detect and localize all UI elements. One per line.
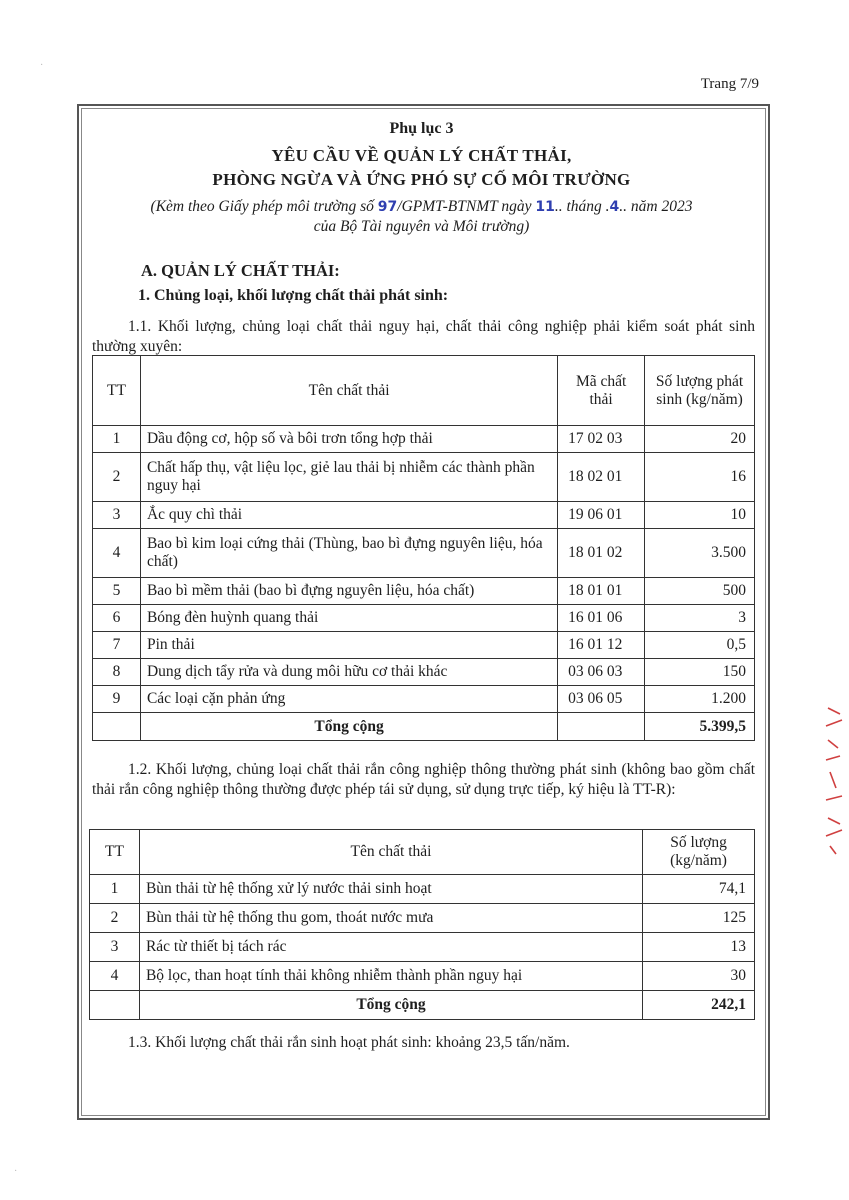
header-name: Tên chất thải — [140, 356, 557, 426]
cell-name: Chất hấp thụ, vật liệu lọc, giẻ lau thải bị nhiễm các thành phần nguy hại — [140, 453, 557, 502]
table-row — [90, 962, 755, 991]
header-qty: Số lượng phát sinh (kg/năm) — [645, 356, 755, 426]
total-label: Tổng cộng — [139, 991, 642, 1020]
table-row — [93, 529, 755, 578]
paragraph-1-2-text: 1.2. Khối lượng, chủng loại chất thải rắn công nghiệp thông thường phát sinh (không bao gồm chất thải rắn công nghiệp thông thường được phép tái sử dụng, sử dụng trực tiếp, ký hiệu là TT-R): — [92, 761, 755, 798]
paragraph-1-3: 1.3. Khối lượng chất thải rắn sinh hoạt phát sinh: khoảng 23,5 tấn/năm. — [128, 1034, 570, 1051]
cell-name: Dung dịch tẩy rửa và dung môi hữu cơ thải khác — [140, 659, 557, 686]
cell-tt: 2 — [93, 453, 141, 502]
table-row — [93, 453, 755, 502]
table-row — [90, 904, 755, 933]
handwritten-day: 11 — [535, 199, 555, 215]
cell-code: 16 01 12 — [558, 632, 645, 659]
cell-qty: 3 — [645, 605, 755, 632]
cell-code: 17 02 03 — [558, 426, 645, 453]
cell-qty: 500 — [645, 578, 755, 605]
ref-text-4: .. năm 2023 — [619, 198, 693, 215]
paragraph-1-1 — [92, 317, 755, 357]
cell-qty: 74,1 — [643, 875, 755, 904]
page-number: Trang 7/9 — [700, 76, 759, 92]
cell-code: 03 06 03 — [558, 659, 645, 686]
table-total-row — [93, 713, 755, 741]
permit-reference — [77, 198, 766, 216]
table-row — [90, 933, 755, 962]
ref-text-1: (Kèm theo Giấy phép môi trường số — [150, 198, 378, 215]
table-row — [93, 605, 755, 632]
cell-tt: 6 — [93, 605, 141, 632]
cell-qty: 16 — [645, 453, 755, 502]
paragraph-1-1-text: 1.1. Khối lượng, chủng loại chất thải nguy hại, chất thải công nghiệp phải kiểm soát phát sinh thường xuyên: — [92, 318, 755, 355]
cell-tt: 3 — [93, 502, 141, 529]
table-total-row — [90, 991, 755, 1020]
table-row — [93, 632, 755, 659]
cell-tt: 9 — [93, 686, 141, 713]
cell-tt: 4 — [90, 962, 140, 991]
cell-tt: 8 — [93, 659, 141, 686]
permit-reference-line-2: của Bộ Tài nguyên và Môi trường) — [313, 218, 530, 235]
cell-qty: 13 — [643, 933, 755, 962]
scan-speck: · — [14, 1166, 18, 1177]
table-header-row — [93, 356, 755, 426]
cell-name: Pin thải — [140, 632, 557, 659]
total-label: Tổng cộng — [140, 713, 557, 741]
header-name: Tên chất thải — [139, 830, 642, 875]
solid-waste-table — [89, 829, 755, 1020]
cell-qty: 0,5 — [645, 632, 755, 659]
cell-name: Bao bì mềm thải (bao bì đựng nguyên liệu, hóa chất) — [140, 578, 557, 605]
paragraph-1-2 — [92, 760, 755, 800]
header-tt: TT — [93, 356, 141, 426]
cell-name: Bùn thải từ hệ thống xử lý nước thải sinh hoạt — [139, 875, 642, 904]
cell-name: Dầu động cơ, hộp số và bôi trơn tổng hợp thải — [140, 426, 557, 453]
cell-qty: 3.500 — [645, 529, 755, 578]
ref-text-3: .. tháng . — [554, 198, 610, 215]
cell-qty: 1.200 — [645, 686, 755, 713]
cell-tt: 4 — [93, 529, 141, 578]
table-row — [93, 426, 755, 453]
scan-speck: · — [40, 60, 44, 71]
table-row — [93, 578, 755, 605]
cell-tt: 7 — [93, 632, 141, 659]
cell-qty: 10 — [645, 502, 755, 529]
cell-code: 18 02 01 — [558, 453, 645, 502]
cell-code: 19 06 01 — [558, 502, 645, 529]
header-tt: TT — [90, 830, 140, 875]
ref-text-2: /GPMT-BTNMT ngày — [397, 198, 536, 215]
cell-code: 16 01 06 — [558, 605, 645, 632]
cell-qty: 125 — [643, 904, 755, 933]
cell-name: Ắc quy chì thải — [140, 502, 557, 529]
cell-name: Rác từ thiết bị tách rác — [139, 933, 642, 962]
header-qty: Số lượng (kg/năm) — [643, 830, 755, 875]
cell-qty: 30 — [643, 962, 755, 991]
cell-name: Bùn thải từ hệ thống thu gom, thoát nước mưa — [139, 904, 642, 933]
cell-tt: 2 — [90, 904, 140, 933]
cell-name: Các loại cặn phản ứng — [140, 686, 557, 713]
table-row — [93, 502, 755, 529]
table-header-row — [90, 830, 755, 875]
total-value: 5.399,5 — [645, 713, 755, 741]
handwritten-permit-number: 97 — [377, 199, 398, 215]
cell-code: 18 01 01 — [558, 578, 645, 605]
cell-code: 18 01 02 — [558, 529, 645, 578]
cell-tt: 1 — [90, 875, 140, 904]
cell-code: 03 06 05 — [558, 686, 645, 713]
title-line-2: PHÒNG NGỪA VÀ ỨNG PHÓ SỰ CỐ MÔI TRƯỜNG — [212, 170, 631, 189]
table-row — [93, 686, 755, 713]
cell-tt: 5 — [93, 578, 141, 605]
cell-name: Bộ lọc, than hoạt tính thải không nhiễm thành phần nguy hại — [139, 962, 642, 991]
section-a-heading: A. QUẢN LÝ CHẤT THẢI: — [141, 261, 340, 280]
total-value: 242,1 — [643, 991, 755, 1020]
section-1-heading: 1. Chủng loại, khối lượng chất thải phát sinh: — [138, 287, 449, 304]
handwritten-month: 4 — [609, 199, 620, 215]
cell-tt: 3 — [90, 933, 140, 962]
table-row — [93, 659, 755, 686]
cell-name: Bóng đèn huỳnh quang thải — [140, 605, 557, 632]
side-stamp-mark — [818, 700, 848, 860]
title-line-1: YÊU CẦU VỀ QUẢN LÝ CHẤT THẢI, — [271, 146, 572, 165]
hazardous-waste-table — [92, 355, 755, 741]
table-row — [90, 875, 755, 904]
cell-name: Bao bì kim loại cứng thải (Thùng, bao bì đựng nguyên liệu, hóa chất) — [140, 529, 557, 578]
header-code: Mã chất thải — [558, 356, 645, 426]
cell-qty: 20 — [645, 426, 755, 453]
appendix-label: Phụ lục 3 — [389, 120, 454, 137]
cell-tt: 1 — [93, 426, 141, 453]
cell-qty: 150 — [645, 659, 755, 686]
